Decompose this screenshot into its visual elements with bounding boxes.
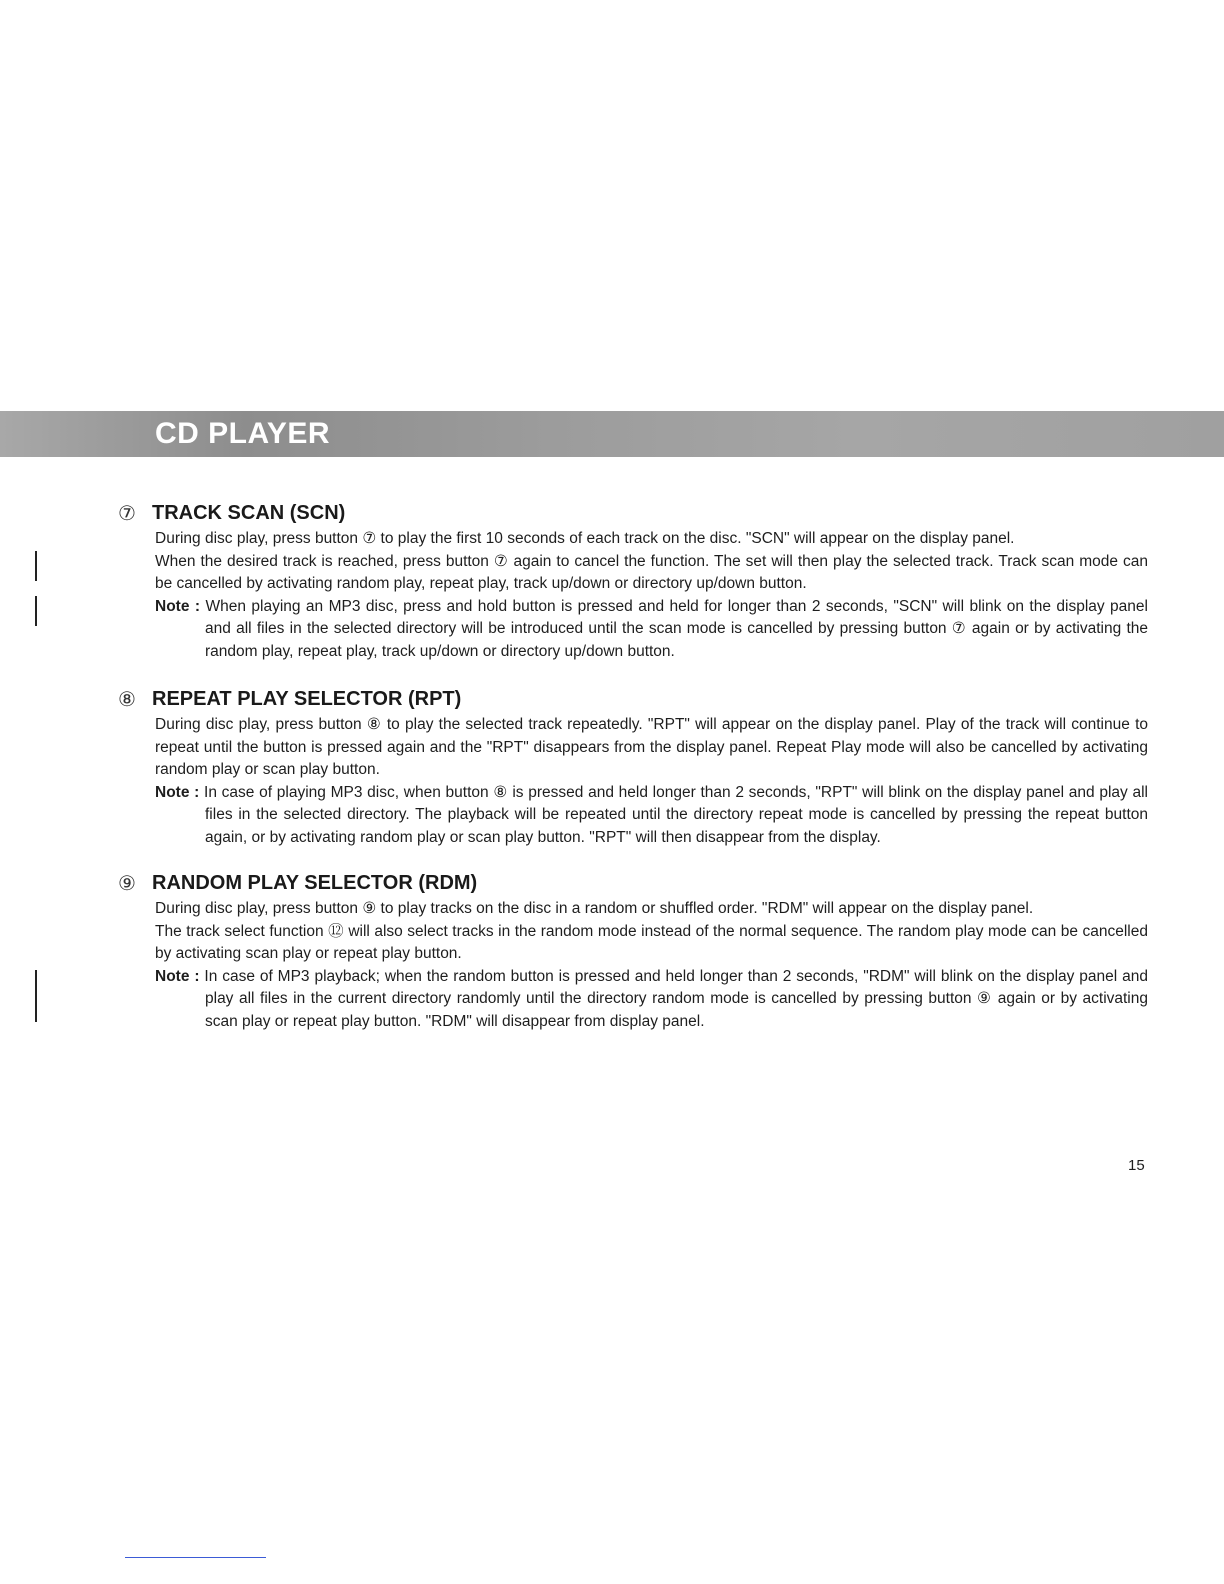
note (155, 966, 1148, 1034)
section-track-scan (118, 498, 1148, 663)
note-text: In case of playing MP3 disc, when button ⑧ is pressed and held longer than 2 seconds, "RPT" will blink on the display panel and play all files in the selected directory. The playback will be repeated until the directory repeat mode is cancelled by pressing the repeat button again, or by activating random play or scan play button. "RPT" will then disappear from the display. (204, 783, 1148, 846)
section-title: REPEAT PLAY SELECTOR (RPT) (152, 687, 462, 710)
section-heading (118, 868, 1148, 898)
note-text: In case of MP3 playback; when the random button is pressed and held longer than 2 seconds, "RDM" will blink on the display panel and play all files in the current directory randomly until the directory random mode is cancelled by pressing button ⑨ again or by activating scan play or repeat play button. "RDM" will disappear from display panel. (204, 967, 1148, 1030)
paragraph: During disc play, press button ⑧ to play the selected track repeatedly. "RPT" will appear on the display panel. Play of the track will continue to repeat until the button is pressed again and the "RPT" disappears from the display panel. Repeat Play mode will also be cancelled by activating random play or scan play button. (155, 716, 1148, 778)
section-title: RANDOM PLAY SELECTOR (RDM) (152, 871, 478, 894)
section-heading (118, 498, 1148, 528)
note-label: Note : (155, 597, 201, 615)
paragraph: When the desired track is reached, press button ⑦ again to cancel the function. The set will then play the selected track. Track scan mode can be cancelled by activating random play, repeat play, track up/down or directory up/down button. (155, 552, 1148, 592)
section-title: TRACK SCAN (SCN) (152, 501, 346, 524)
section-number: ⑦ (118, 502, 136, 525)
note (155, 596, 1148, 664)
margin-bar (35, 551, 37, 581)
note-text: When playing an MP3 disc, press and hold button is pressed and held for longer than 2 seconds, "SCN" will blink on the display panel and all files in the selected directory will be introduced until the scan mode is cancelled by pressing button ⑦ again or by activating the random play, repeat play, track up/down or directory up/down button. (205, 597, 1148, 660)
page-title: CD PLAYER (155, 417, 331, 450)
section-random-play (118, 868, 1148, 1033)
section-number: ⑧ (118, 688, 136, 711)
margin-bar (35, 596, 37, 626)
paragraph: During disc play, press button ⑨ to play tracks on the disc in a random or shuffled order. "RDM" will appear on the display panel. (155, 900, 1034, 917)
footer-rule (125, 1557, 266, 1558)
note-label: Note : (155, 783, 200, 801)
section-body (155, 714, 1148, 782)
section-body (155, 898, 1148, 966)
note (155, 782, 1148, 850)
paragraph: The track select function ⑫ will also select tracks in the random mode instead of the normal sequence. The random play mode can be cancelled by activating scan play or repeat play button. (155, 922, 1148, 962)
section-heading (118, 684, 1148, 714)
paragraph: During disc play, press button ⑦ to play the first 10 seconds of each track on the disc. "SCN" will appear on the display panel. (155, 530, 1015, 547)
section-banner (0, 411, 1224, 457)
section-repeat-play (118, 684, 1148, 849)
page-number: 15 (1128, 1157, 1145, 1174)
section-number: ⑨ (118, 872, 136, 895)
note-label: Note : (155, 967, 200, 985)
margin-bar (35, 990, 37, 1022)
section-body (155, 528, 1148, 596)
